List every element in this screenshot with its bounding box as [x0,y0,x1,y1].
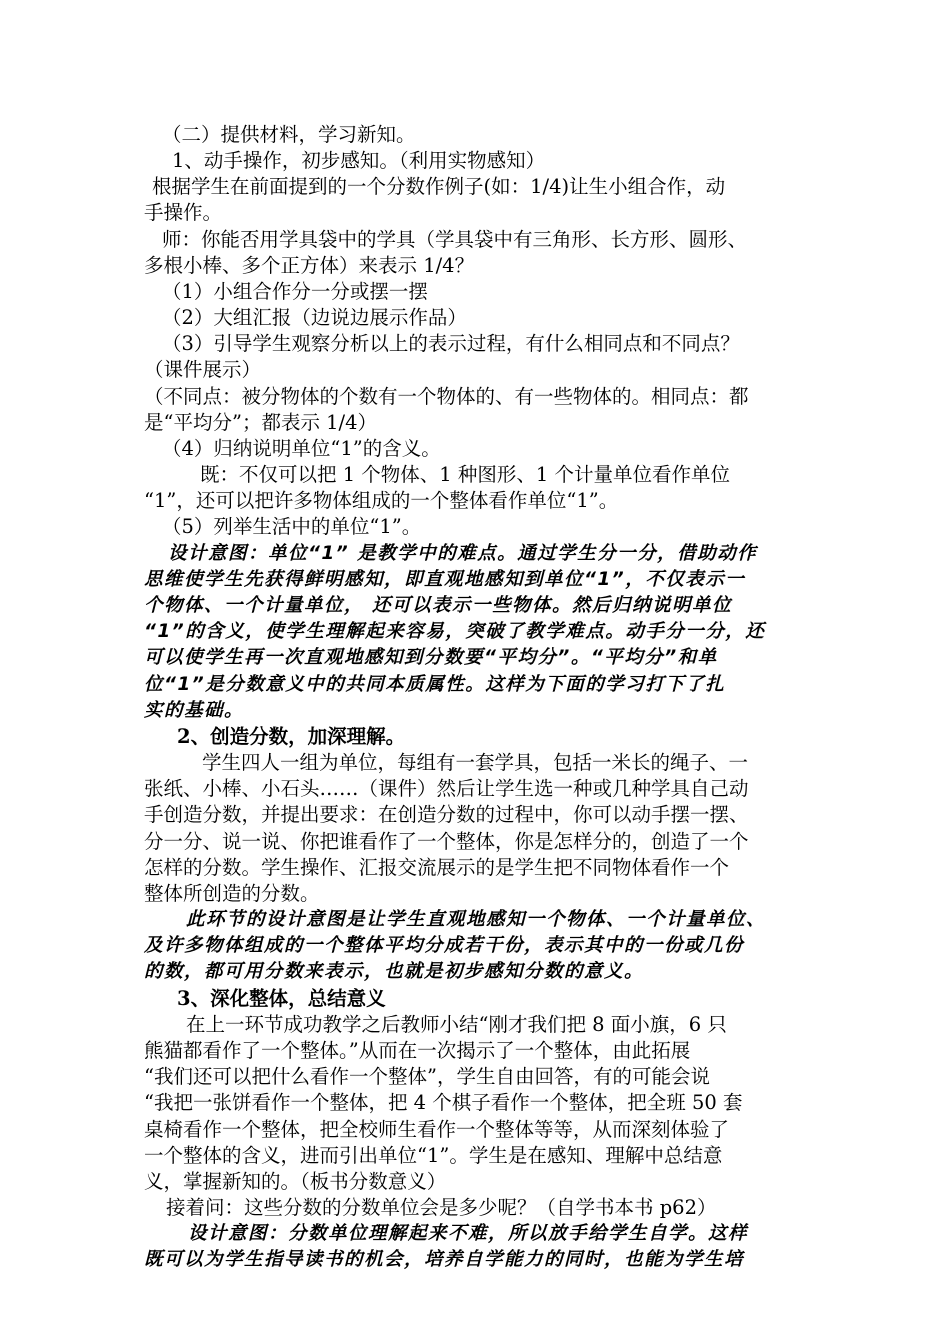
design-note-line: “1”的含义，使学生理解起来容易，突破了教学难点。动手分一分，还 [144,621,766,642]
list-item: （3）引导学生观察分析以上的表示过程，有什么相同点和不同点？ [162,332,740,355]
paragraph-line: 多根小棒、多个正方体）来表示 1/4？ [144,254,475,277]
design-note-line: 实的基础。 [144,700,245,721]
paragraph-line: 一个整体的含义，进而引出单位“1”。学生是在感知、理解中总结意 [144,1144,723,1167]
design-note-line: 个物体、一个计量单位， 还可以表示一些物体。然后归纳说明单位 [144,595,732,616]
list-item: （5）列举生活中的单位“1”。 [162,515,422,538]
paragraph-line: 分一分、说一说、你把谁看作了一个整体，你是怎样分的，创造了一个 [144,830,749,853]
paragraph-line: “1”，还可以把许多物体组成的一个整体看作单位“1”。 [144,489,619,512]
paragraph-line: “我们还可以把什么看作一个整体”，学生自由回答，有的可能会说 [144,1065,710,1088]
paragraph-line: 学生四人一组为单位，每组有一套学具，包括一米长的绳子、一 [202,751,749,774]
design-note-line: 设计意图：分数单位理解起来不难，所以放手给学生自学。这样 [188,1223,749,1244]
paragraph-line: 手创造分数，并提出要求：在创造分数的过程中，你可以动手摆一摆、 [144,803,749,826]
paragraph-line: “我把一张饼看作一个整体，把 4 个棋子看作一个整体，把全班 50 套 [144,1091,743,1114]
list-item: （2）大组汇报（边说边展示作品） [162,306,467,329]
design-note-line: 设计意图：单位“1” 是教学中的难点。通过学生分一分，借助动作 [168,543,758,564]
section-heading: （二）提供材料，学习新知。 [162,123,416,146]
design-note-line: 思维使学生先获得鲜明感知，即直观地感知到单位“1”，不仅表示一 [144,569,746,590]
paragraph-line: 怎样的分数。学生操作、汇报交流展示的是学生把不同物体看作一个 [144,856,730,879]
list-item: （1）小组合作分一分或摆一摆 [162,280,428,303]
paragraph-line: 既：不仅可以把 1 个物体、1 种图形、1 个计量单位看作单位 [200,463,731,486]
paragraph-line: 根据学生在前面提到的一个分数作例子(如：1/4)让生小组合作，动 [152,175,726,198]
subsection-heading: 2、创造分数，加深理解。 [177,725,406,748]
design-note-line: 此环节的设计意图是让学生直观地感知一个物体、一个计量单位、 [186,909,767,930]
design-note-line: 可以使学生再一次直观地感知到分数要“平均分”。“平均分”和单 [144,647,718,668]
design-note-line: 位“1”是分数意义中的共同本质属性。这样为下面的学习打下了扎 [144,674,726,695]
paragraph-line: 师：你能否用学具袋中的学具（学具袋中有三角形、长方形、圆形、 [162,228,748,251]
paragraph-line: 整体所创造的分数。 [144,882,320,905]
paragraph-line: 是“平均分”；都表示 1/4） [144,411,378,434]
paragraph-line: 接着问：这些分数的分数单位会是多少呢？（自学书本书 p62） [166,1196,717,1219]
subsection-heading: 1、动手操作，初步感知。（利用实物感知） [172,149,546,172]
design-note-line: 及许多物体组成的一个整体平均分成若干份，表示其中的一份或几份 [144,935,745,956]
subsection-heading: 3、深化整体，总结意义 [177,987,386,1010]
paragraph-line: 义，掌握新知的。（板书分数意义） [144,1170,447,1193]
design-note-line: 的数，都可用分数来表示，也就是初步感知分数的意义。 [144,961,645,982]
paragraph-line: 熊猫都看作了一个整体。”从而在一次揭示了一个整体，由此拓展 [144,1039,691,1062]
paragraph-line: （课件展示） [144,358,262,381]
paragraph-line: 在上一环节成功教学之后教师小结“刚才我们把 8 面小旗，6 只 [186,1013,727,1036]
design-note-line: 既可以为学生指导读书的机会，培养自学能力的同时，也能为学生培 [144,1249,745,1270]
paragraph-line: 张纸、小棒、小石头……（课件）然后让学生选一种或几种学具自己动 [144,777,749,800]
paragraph-line: 手操作。 [144,201,223,224]
list-item: （4）归纳说明单位“1”的含义。 [162,437,441,460]
paragraph-line: （不同点：被分物体的个数有一个物体的、有一些物体的。相同点：都 [144,385,749,408]
paragraph-line: 桌椅看作一个整体，把全校师生看作一个整体等等，从而深刻体验了 [144,1118,730,1141]
